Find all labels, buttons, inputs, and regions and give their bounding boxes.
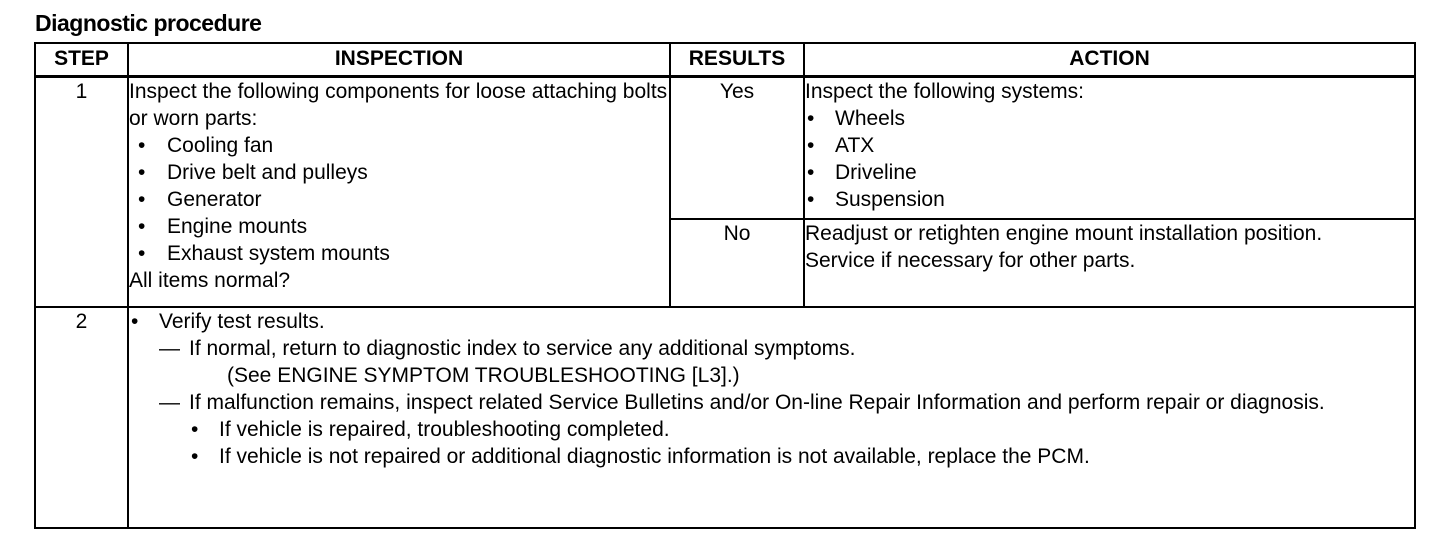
page-title: Diagnostic procedure bbox=[35, 10, 262, 36]
step2-see-ref: (See ENGINE SYMPTOM TROUBLESHOOTING [L3].) bbox=[227, 363, 740, 387]
header-action: ACTION bbox=[804, 43, 1415, 77]
step2-normal-line bbox=[159, 335, 1414, 389]
list-item: • Suspension bbox=[805, 186, 1414, 213]
list-item: • If vehicle is not repaired or additional diagnostic information is not available, replace the PCM. bbox=[189, 443, 1414, 470]
diagnostic-table bbox=[34, 42, 1416, 529]
list-item: • Generator bbox=[129, 186, 669, 213]
step2-number: 2 bbox=[35, 307, 128, 528]
step1-action-yes-intro: Inspect the following systems: bbox=[805, 80, 1084, 103]
list-item: • Wheels bbox=[805, 105, 1414, 132]
list-item: • If vehicle is repaired, troubleshooting completed. bbox=[189, 416, 1414, 443]
step2-verify: • Verify test results. bbox=[129, 308, 1414, 335]
step1-systems-list bbox=[805, 105, 1414, 213]
step1-result-no: No bbox=[670, 219, 804, 307]
dash-mark: — bbox=[159, 390, 180, 414]
step1-action-no-line1: Readjust or retighten engine mount installation position. bbox=[805, 221, 1323, 245]
list-item: • Cooling fan bbox=[129, 132, 669, 159]
step2-normal: If normal, return to diagnostic index to service any additional symptoms. bbox=[189, 336, 856, 360]
step1-action-no-line2: Service if necessary for other parts. bbox=[805, 248, 1136, 272]
step1-number: 1 bbox=[35, 77, 128, 307]
step1-action-no bbox=[804, 219, 1415, 307]
step1-components-list bbox=[129, 132, 669, 267]
list-item: • Engine mounts bbox=[129, 213, 669, 240]
step2-malfunction-line bbox=[159, 389, 1414, 470]
list-item: • Exhaust system mounts bbox=[129, 240, 669, 267]
step2-malfunction: If malfunction remains, inspect related Service Bulletins and/or On-line Repair Information and perform repair or diagnosis. bbox=[189, 390, 1325, 414]
step1-question: All items normal? bbox=[129, 269, 291, 292]
list-item: • ATX bbox=[805, 132, 1414, 159]
list-item: • Drive belt and pulleys bbox=[129, 159, 669, 186]
header-results: RESULTS bbox=[670, 43, 804, 77]
header-row bbox=[35, 43, 1415, 77]
step2-sub-list bbox=[189, 416, 1414, 470]
step1-action-yes bbox=[804, 77, 1415, 219]
dash-mark: — bbox=[159, 336, 180, 360]
list-item: • Driveline bbox=[805, 159, 1414, 186]
step2-verify-list bbox=[129, 308, 1414, 335]
step1-inspection bbox=[128, 77, 670, 307]
step2-detail bbox=[128, 307, 1415, 528]
step1-result-yes: Yes bbox=[670, 77, 804, 219]
step2-dash-block bbox=[129, 335, 1414, 470]
step2-row bbox=[35, 307, 1415, 528]
step1-inspection-intro: Inspect the following components for loose attaching bolts or worn parts: bbox=[129, 80, 668, 130]
header-step: STEP bbox=[35, 43, 128, 77]
header-inspection: INSPECTION bbox=[128, 43, 670, 77]
step1-yes-row bbox=[35, 77, 1415, 219]
